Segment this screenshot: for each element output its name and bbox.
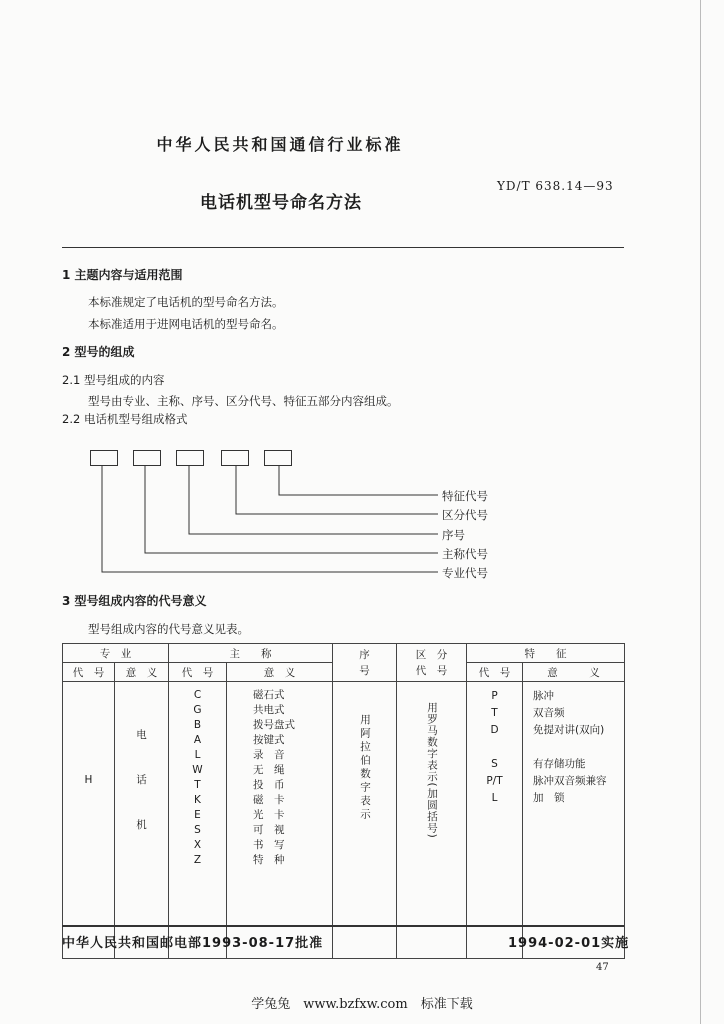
section-1-heading: 1 主题内容与适用范围 [62, 268, 183, 282]
feature-meaning: 脉冲双音频兼容 [533, 775, 607, 787]
implementation-date: 1994-02-01实施 [508, 936, 630, 951]
line-serial [189, 466, 438, 534]
main-meaning: 特 种 [253, 854, 285, 866]
main-code: C [193, 689, 202, 701]
main-code: K [194, 794, 201, 806]
line-feature [279, 466, 438, 495]
main-meaning: 共电式 [253, 704, 285, 716]
header-main: 主 称 [169, 644, 333, 663]
feature-meaning: 双音频 [533, 707, 565, 719]
feature-meaning [533, 739, 624, 756]
main-meaning: 磁石式 [253, 689, 285, 701]
main-meaning: 无 绳 [253, 764, 285, 776]
main-meaning: 拨号盘式 [253, 719, 295, 731]
header-profession: 专 业 [63, 644, 169, 663]
document-title: 电话机型号命名方法 [200, 193, 362, 213]
feature-meaning: 免提对讲(双向) [533, 724, 605, 736]
main-code: Z [193, 854, 202, 866]
label-main-code: 主称代号 [442, 547, 488, 561]
header-serial: 序 号 [333, 644, 397, 682]
code-meaning-table [62, 643, 625, 959]
main-meaning: 按键式 [253, 734, 285, 746]
main-code: T [194, 779, 201, 791]
sub-profession-code: 代 号 [63, 663, 115, 682]
page-number: 47 [596, 962, 609, 973]
profession-code: H [84, 774, 93, 786]
standard-code: YD/T 638.14—93 [497, 179, 614, 193]
label-serial: 序号 [442, 528, 465, 542]
feature-code: P [491, 690, 498, 702]
line-dist [236, 466, 438, 514]
feature-code: L [491, 792, 498, 804]
label-dist-code: 区分代号 [442, 508, 488, 522]
site-watermark: 学兔兔 www.bzfxw.com 标准下载 [251, 997, 473, 1012]
feature-code: D [490, 724, 499, 736]
serial-text: 用阿拉伯数字表示 [359, 714, 371, 822]
main-meaning: 投 币 [253, 779, 285, 791]
dist-text: 用罗马数字表示(加圆括号) [426, 702, 438, 839]
sub-feature-meaning: 意 义 [523, 663, 625, 682]
section-1-para-1: 本标准规定了电话机的型号命名方法。 [88, 295, 284, 309]
main-code: B [193, 719, 202, 731]
section-3-heading: 3 型号组成内容的代号意义 [62, 594, 207, 608]
approval-line: 中华人民共和国邮电部1993-08-17批准 [62, 936, 324, 951]
sub-feature-code: 代 号 [467, 663, 523, 682]
section-2-heading: 2 型号的组成 [62, 345, 135, 359]
section-2-1-heading: 2.1 型号组成的内容 [62, 373, 165, 387]
feature-code: T [491, 707, 498, 719]
feature-meaning-list [523, 682, 625, 959]
main-code-list [169, 682, 227, 959]
section-1-para-2: 本标准适用于进网电话机的型号命名。 [88, 317, 284, 331]
main-code: L [194, 749, 201, 761]
feature-meaning: 有存储功能 [533, 758, 586, 770]
label-feature-code: 特征代号 [442, 489, 488, 503]
profession-meaning-3: 机 [136, 819, 147, 831]
section-3-para: 型号组成内容的代号意义见表。 [88, 622, 249, 636]
feature-meaning: 加 锁 [533, 792, 565, 804]
main-meaning: 磁 卡 [253, 794, 285, 806]
feature-code: S [491, 758, 498, 770]
main-code: A [193, 734, 202, 746]
line-profession [102, 466, 438, 572]
main-meaning: 书 写 [253, 839, 285, 851]
main-code: W [192, 764, 203, 776]
footer-rule [62, 925, 624, 927]
feature-code: P/T [486, 775, 503, 787]
sub-main-meaning: 意 义 [227, 663, 333, 682]
sub-profession-meaning: 意 义 [115, 663, 169, 682]
profession-code-cell [63, 682, 115, 959]
main-meaning: 录 音 [253, 749, 285, 761]
profession-meaning-2: 话 [136, 774, 147, 786]
profession-meaning-cell [115, 682, 169, 959]
main-code: X [193, 839, 202, 851]
main-code: S [194, 824, 201, 836]
header-dist-code: 区 分 代 号 [397, 644, 467, 682]
main-meaning-list [227, 682, 333, 959]
main-meaning: 光 卡 [253, 809, 285, 821]
feature-code [467, 739, 522, 756]
feature-code-list [467, 682, 523, 959]
section-2-2-heading: 2.2 电话机型号组成格式 [62, 412, 188, 426]
header-feature: 特 征 [467, 644, 625, 663]
section-2-1-para: 型号由专业、主称、序号、区分代号、特征五部分内容组成。 [88, 394, 399, 408]
main-code: E [194, 809, 201, 821]
issuing-organization: 中华人民共和国通信行业标准 [156, 135, 404, 154]
main-code: G [193, 704, 202, 716]
label-profession-code: 专业代号 [442, 566, 488, 580]
profession-meaning-1: 电 [136, 729, 147, 741]
dist-cell [397, 682, 467, 959]
main-meaning: 可 视 [253, 824, 285, 836]
sub-main-code: 代 号 [169, 663, 227, 682]
feature-meaning: 脉冲 [533, 690, 554, 702]
serial-cell [333, 682, 397, 959]
